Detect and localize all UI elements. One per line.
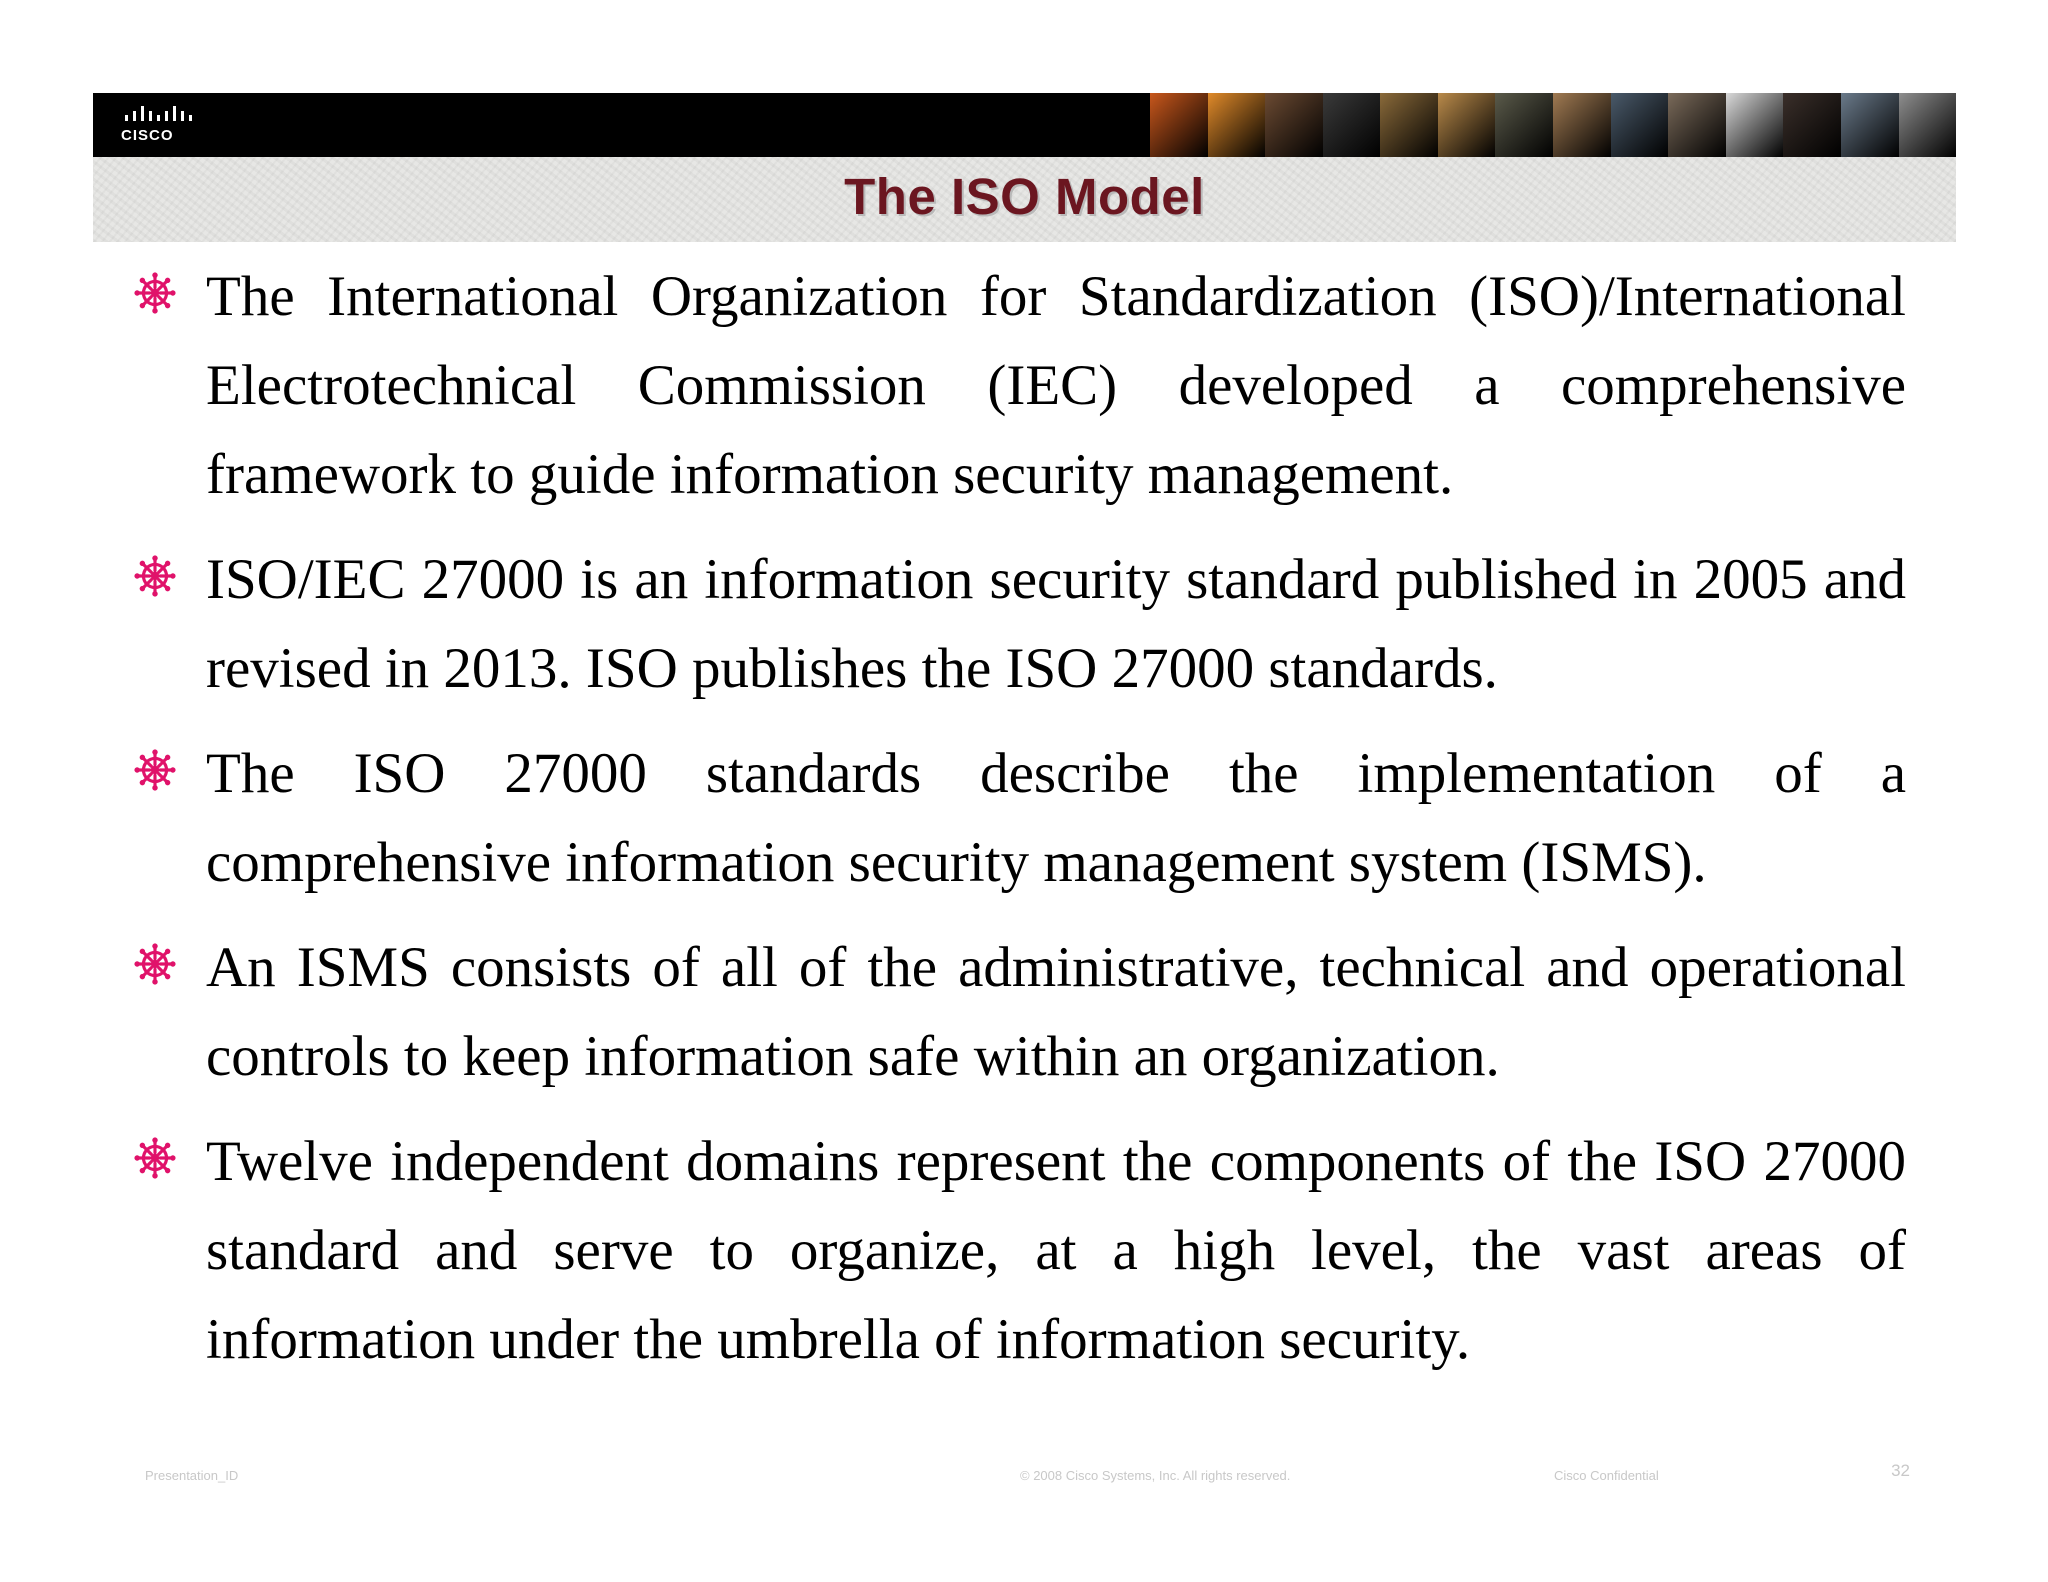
title-band [93,157,1956,242]
header-photo-tile [1611,93,1669,157]
header-banner [93,93,1956,157]
footer-presentation-id: Presentation_ID [145,1468,239,1483]
ship-wheel-bullet-icon [134,555,176,597]
header-photo-tile [1208,93,1266,157]
cisco-wordmark: CISCO [121,127,174,144]
bullet-text: An ISMS consists of all of the administrative, technical and operational controls to keep information safe within an organization. [206,936,1906,1088]
bullet-item [130,1117,1910,1384]
header-photo-tile [1899,93,1956,157]
page-title: The ISO Model [844,168,1205,225]
bullet-item [130,923,1910,1101]
ship-wheel-bullet-icon [134,272,176,314]
bullet-item [130,535,1910,713]
ship-wheel-bullet-icon [134,943,176,985]
header-photo-tile [1783,93,1841,157]
ship-wheel-bullet-icon [134,1137,176,1179]
cisco-logo [121,103,201,147]
bullet-text: The International Organization for Standardization (ISO)/International Electrotechnical Commission (IEC) developed a comprehensive framework to guide information security management. [206,265,1906,506]
header-photo-strip [1150,93,1956,157]
bullet-text: ISO/IEC 27000 is an information security standard published in 2005 and revised in 2013. ISO publishes the ISO 27000 standards. [206,548,1906,700]
header-photo-tile [1841,93,1899,157]
cisco-bars-icon [121,103,201,125]
header-photo-tile [1380,93,1438,157]
header-photo-tile [1668,93,1726,157]
bullet-item [130,729,1910,907]
header-photo-tile [1323,93,1381,157]
page-number: 32 [1891,1461,1910,1480]
header-photo-tile [1265,93,1323,157]
ship-wheel-bullet-icon [134,749,176,791]
bullet-text: The ISO 27000 standards describe the implementation of a comprehensive information security management system (ISMS). [206,742,1906,894]
header-photo-tile [1495,93,1553,157]
footer-copyright: © 2008 Cisco Systems, Inc. All rights reserved. [1020,1468,1291,1483]
header-photo-tile [1726,93,1784,157]
header-photo-tile [1150,93,1208,157]
footer-confidential: Cisco Confidential [1554,1468,1659,1483]
bullet-text: Twelve independent domains represent the components of the ISO 27000 standard and serve to organize, at a high level, the vast areas of information under the umbrella of information security. [206,1130,1906,1371]
bullet-list [130,252,1910,1400]
bullet-item [130,252,1910,519]
header-photo-tile [1438,93,1496,157]
header-photo-tile [1553,93,1611,157]
